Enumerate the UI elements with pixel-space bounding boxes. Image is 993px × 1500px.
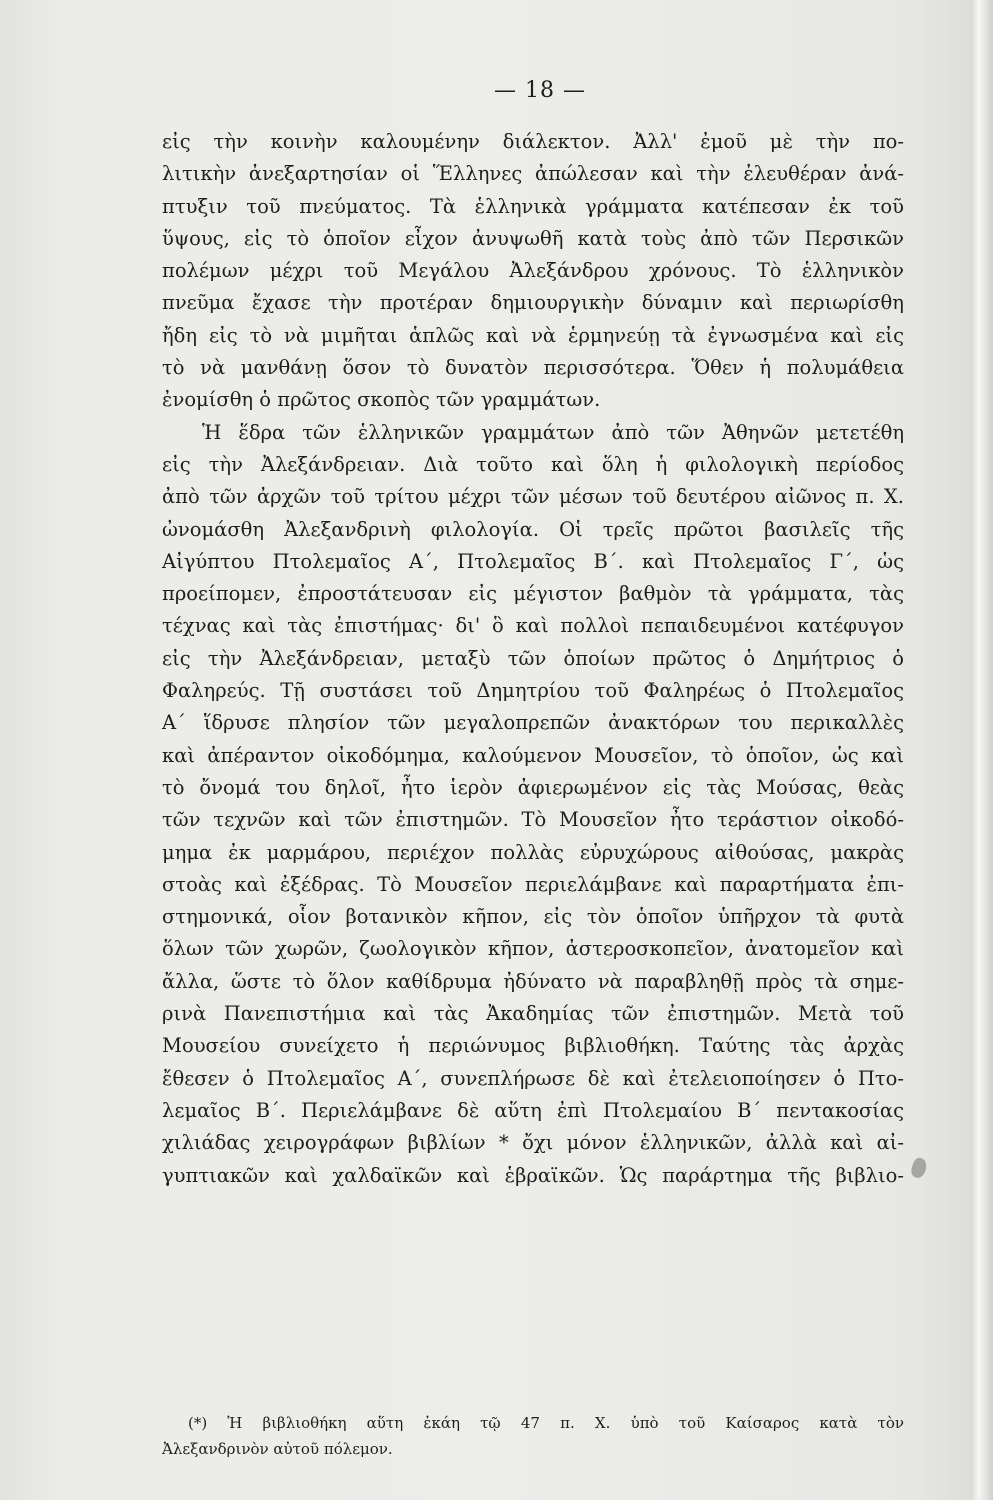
text-line: ὕψους, εἰς τὸ ὁποῖον εἶχον ἀνυψωθῆ κατὰ τοὺς ἀπὸ τῶν Περσικῶν xyxy=(162,226,904,250)
footnote-line: (*) Ἡ βιβλιοθήκη αὕτη ἐκάη τῷ 47 π. Χ. ὑπὸ τοῦ Καίσαρος κατὰ τὸν xyxy=(188,1414,904,1432)
text-line: γυπτιακῶν καὶ χαλδαϊκῶν καὶ ἑβραϊκῶν. Ὡς παράρτημα τῆς βιβλιο- xyxy=(162,1163,904,1187)
text-line: Α΄ ἵδρυσε πλησίον τῶν μεγαλοπρεπῶν ἀνακτόρων του περικαλλὲς xyxy=(162,711,904,735)
text-line: λεμαῖος Β΄. Περιελάμβανε δὲ αὕτη ἐπὶ Πτολεμαίου Β΄ πεντακοσίας xyxy=(162,1098,904,1122)
text-line: πνεῦμα ἔχασε τὴν προτέραν δημιουργικὴν δύναμιν καὶ περιωρίσθη xyxy=(162,291,904,315)
text-line: στημονικά, οἷον βοτανικὸν κῆπον, εἰς τὸν ὁποῖον ὑπῆρχον τὰ φυτὰ xyxy=(162,905,904,929)
text-line: ἔθεσεν ὁ Πτολεμαῖος Α΄, συνεπλήρωσε δὲ καὶ ἐτελειοποίησεν ὁ Πτο- xyxy=(162,1066,904,1090)
text-line: πτυξιν τοῦ πνεύματος. Τὰ ἑλληνικὰ γράμματα κατέπεσαν ἐκ τοῦ xyxy=(162,194,904,218)
text-line: χιλιάδας χειρογράφων βιβλίων * ὄχι μόνον ἑλληνικῶν, ἀλλὰ καὶ αἰ- xyxy=(162,1131,904,1155)
text-line: καὶ ἀπέραντον οἰκοδόμημα, καλούμενον Μουσεῖον, τὸ ὁποῖον, ὡς καὶ xyxy=(162,743,904,767)
text-line: ἤδη εἰς τὸ νὰ μιμῆται ἁπλῶς καὶ νὰ ἑρμηνεύῃ τὰ ἐγνωσμένα καὶ εἰς xyxy=(162,323,904,347)
text-line: Μουσείου συνείχετο ἡ περιώνυμος βιβλιοθήκη. Ταύτης τὰς ἀρχὰς xyxy=(162,1034,904,1058)
page-number: — 18 — xyxy=(494,78,586,103)
footnote-line: Ἀλεξανδρινὸν αὐτοῦ πόλεμον. xyxy=(162,1440,393,1458)
text-line: εἰς τὴν Ἀλεξάνδρειαν, μεταξὺ τῶν ὁποίων πρῶτος ὁ Δημήτριος ὁ xyxy=(162,646,904,670)
ink-spot xyxy=(909,1156,929,1180)
footnote xyxy=(162,1410,904,1462)
text-line: στοὰς καὶ ἐξέδρας. Τὸ Μουσεῖον περιελάμβανε καὶ παραρτήματα ἐπι- xyxy=(162,872,904,896)
text-line: Αἰγύπτου Πτολεμαῖος Α΄, Πτολεμαῖος Β΄. καὶ Πτολεμαῖος Γ΄, ὡς xyxy=(162,549,904,573)
text-line: Ἡ ἕδρα τῶν ἑλληνικῶν γραμμάτων ἀπὸ τῶν Ἀθηνῶν μετετέθη xyxy=(202,420,904,444)
text-line: ἄλλα, ὥστε τὸ ὅλον καθίδρυμα ἠδύνατο νὰ παραβληθῇ πρὸς τὰ σημε- xyxy=(162,969,904,993)
text-line: πολέμων μέχρι τοῦ Μεγάλου Ἀλεξάνδρου χρόνους. Τὸ ἑλληνικὸν xyxy=(162,259,904,283)
text-line: ρινὰ Πανεπιστήμια καὶ τὰς Ἀκαδημίας τῶν ἐπιστημῶν. Μετὰ τοῦ xyxy=(162,1002,904,1026)
text-line: μημα ἐκ μαρμάρου, περιέχον πολλὰς εὐρυχώρους αἰθούσας, μακρὰς xyxy=(162,840,904,864)
text-line: εἰς τὴν κοινὴν καλουμένην διάλεκτον. Ἀλλ' ἐμοῦ μὲ τὴν πο- xyxy=(162,130,904,153)
text-line: Φαληρεύς. Τῇ συστάσει τοῦ Δημητρίου τοῦ Φαληρέως ὁ Πτολεμαῖος xyxy=(162,679,904,703)
text-line: τὸ ὄνομά του δηλοῖ, ἦτο ἱερὸν ἀφιερωμένον εἰς τὰς Μούσας, θεὰς xyxy=(162,775,904,799)
text-line: τέχνας καὶ τὰς ἐπιστήμας· δι' ὃ καὶ πολλοὶ πεπαιδευμένοι κατέφυγον xyxy=(162,614,904,638)
text-line: λιτικὴν ἀνεξαρτησίαν οἱ Ἕλληνες ἀπώλεσαν καὶ τὴν ἐλευθέραν ἀνά- xyxy=(162,162,904,186)
text-line: εἰς τὴν Ἀλεξάνδρειαν. Διὰ τοῦτο καὶ ὅλη ἡ φιλολογικὴ περίοδος xyxy=(162,452,904,476)
text-line: ὅλων τῶν χωρῶν, ζωολογικὸν κῆπον, ἀστεροσκοπεῖον, ἀνατομεῖον καὶ xyxy=(162,937,904,961)
text-line: ἐνομίσθη ὁ πρῶτος σκοπὸς τῶν γραμμάτων. xyxy=(162,388,601,412)
body-text xyxy=(162,126,904,1192)
text-line: τὸ νὰ μανθάνῃ ὅσον τὸ δυνατὸν περισσότερα. Ὅθεν ἡ πολυμάθεια xyxy=(162,356,904,380)
page-edge xyxy=(971,0,993,1500)
text-line: τῶν τεχνῶν καὶ τῶν ἐπιστημῶν. Τὸ Μουσεῖον ἦτο τεράστιον οἰκοδό- xyxy=(162,808,904,832)
text-line: προείπομεν, ἐπροστάτευσαν εἰς μέγιστον βαθμὸν τὰ γράμματα, τὰς xyxy=(162,582,904,606)
text-line: ὠνομάσθη Ἀλεξανδρινὴ φιλολογία. Οἱ τρεῖς πρῶτοι βασιλεῖς τῆς xyxy=(162,517,904,541)
text-line: ἀπὸ τῶν ἀρχῶν τοῦ τρίτου μέχρι τῶν μέσων τοῦ δευτέρου αἰῶνος π. Χ. xyxy=(162,485,904,509)
